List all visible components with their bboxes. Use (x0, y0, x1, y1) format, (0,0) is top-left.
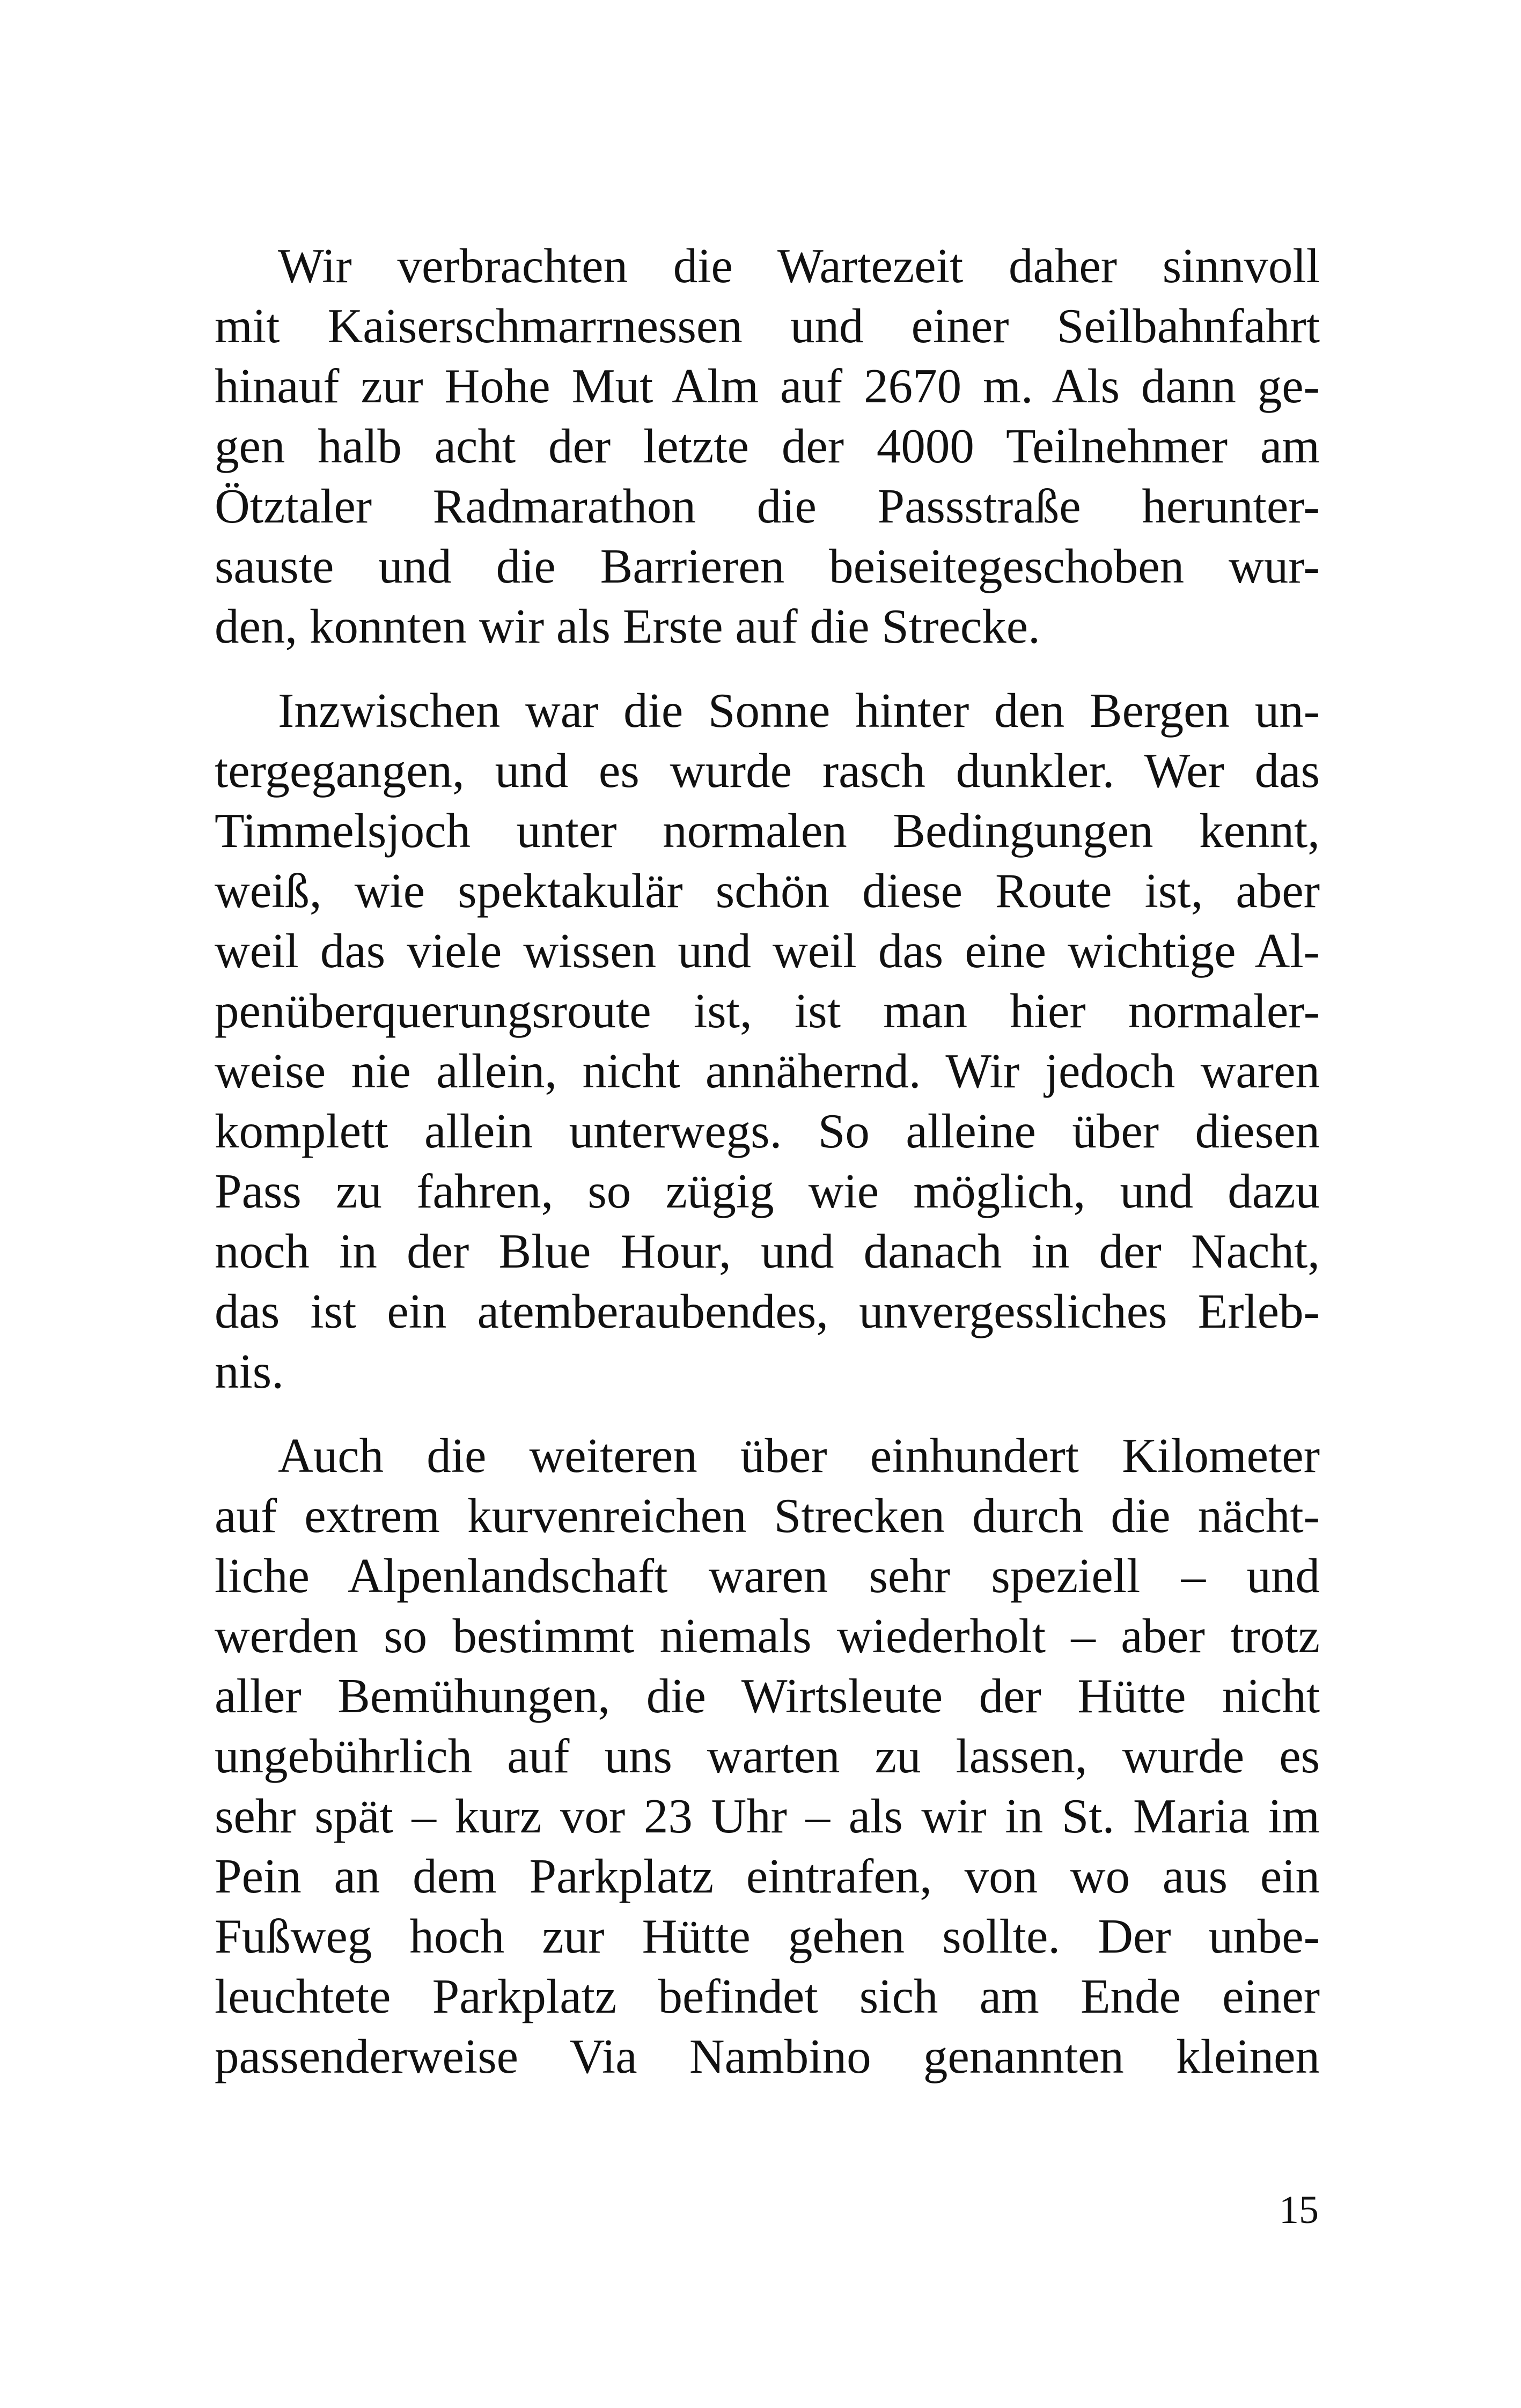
paragraph (215, 1426, 1320, 2087)
body-text (215, 236, 1320, 2087)
paragraph-spacer (215, 1402, 1320, 1426)
text-line: Pein an dem Parkplatz eintrafen, von wo aus ein (215, 1849, 1320, 1903)
text-line: nis. (215, 1344, 284, 1398)
text-line: Wir verbrachten die Wartezeit daher sinnvoll (278, 239, 1320, 293)
text-line: gen halb acht der letzte der 4000 Teilnehmer am (215, 419, 1320, 473)
text-line: weiß, wie spektakulär schön diese Route ist, aber (215, 864, 1320, 918)
text-line: Inzwischen war die Sonne hinter den Bergen un- (278, 683, 1320, 738)
text-line: Timmelsjoch unter normalen Bedingungen kennt, (215, 804, 1320, 858)
text-line: mit Kaiserschmarrnessen und einer Seilbahnfahrt (215, 299, 1320, 353)
text-line: hinauf zur Hohe Mut Alm auf 2670 m. Als dann ge- (215, 359, 1320, 413)
text-line: auf extrem kurvenreichen Strecken durch die nächt- (215, 1489, 1320, 1543)
text-line: penüberquerungsroute ist, ist man hier normaler- (215, 984, 1320, 1038)
text-line: weil das viele wissen und weil das eine wichtige Al- (215, 924, 1320, 978)
text-line: passenderweise Via Nambino genannten kleinen (215, 2029, 1320, 2083)
text-line: Pass zu fahren, so zügig wie möglich, und dazu (215, 1164, 1320, 1218)
text-line: werden so bestimmt niemals wiederholt – aber trotz (215, 1609, 1320, 1663)
text-line: liche Alpenlandschaft waren sehr speziell – und (215, 1549, 1320, 1603)
text-line: Ötztaler Radmarathon die Passstraße herunter- (215, 479, 1320, 533)
text-line: das ist ein atemberaubendes, unvergessliches Erleb- (215, 1284, 1320, 1338)
paragraph (215, 681, 1320, 1402)
text-line: komplett allein unterwegs. So alleine über diesen (215, 1104, 1320, 1158)
text-line: leuchtete Parkplatz befindet sich am Ende einer (215, 1969, 1320, 2023)
text-line: noch in der Blue Hour, und danach in der Nacht, (215, 1224, 1320, 1278)
paragraph-spacer (215, 657, 1320, 681)
text-line: den, konnten wir als Erste auf die Strecke. (215, 599, 1040, 653)
text-line: weise nie allein, nicht annähernd. Wir jedoch waren (215, 1044, 1320, 1098)
text-line: Auch die weiteren über einhundert Kilometer (278, 1428, 1320, 1483)
text-line: aller Bemühungen, die Wirtsleute der Hütte nicht (215, 1669, 1320, 1723)
paragraph (215, 236, 1320, 657)
text-line: ungebührlich auf uns warten zu lassen, wurde es (215, 1729, 1320, 1783)
text-line: sehr spät – kurz vor 23 Uhr – als wir in St. Maria im (215, 1789, 1320, 1843)
text-line: Fußweg hoch zur Hütte gehen sollte. Der unbe- (215, 1909, 1320, 1963)
page-number: 15 (1279, 2188, 1319, 2232)
text-line: sauste und die Barrieren beiseitegeschoben wur- (215, 539, 1320, 593)
text-line: tergegangen, und es wurde rasch dunkler. Wer das (215, 743, 1320, 798)
